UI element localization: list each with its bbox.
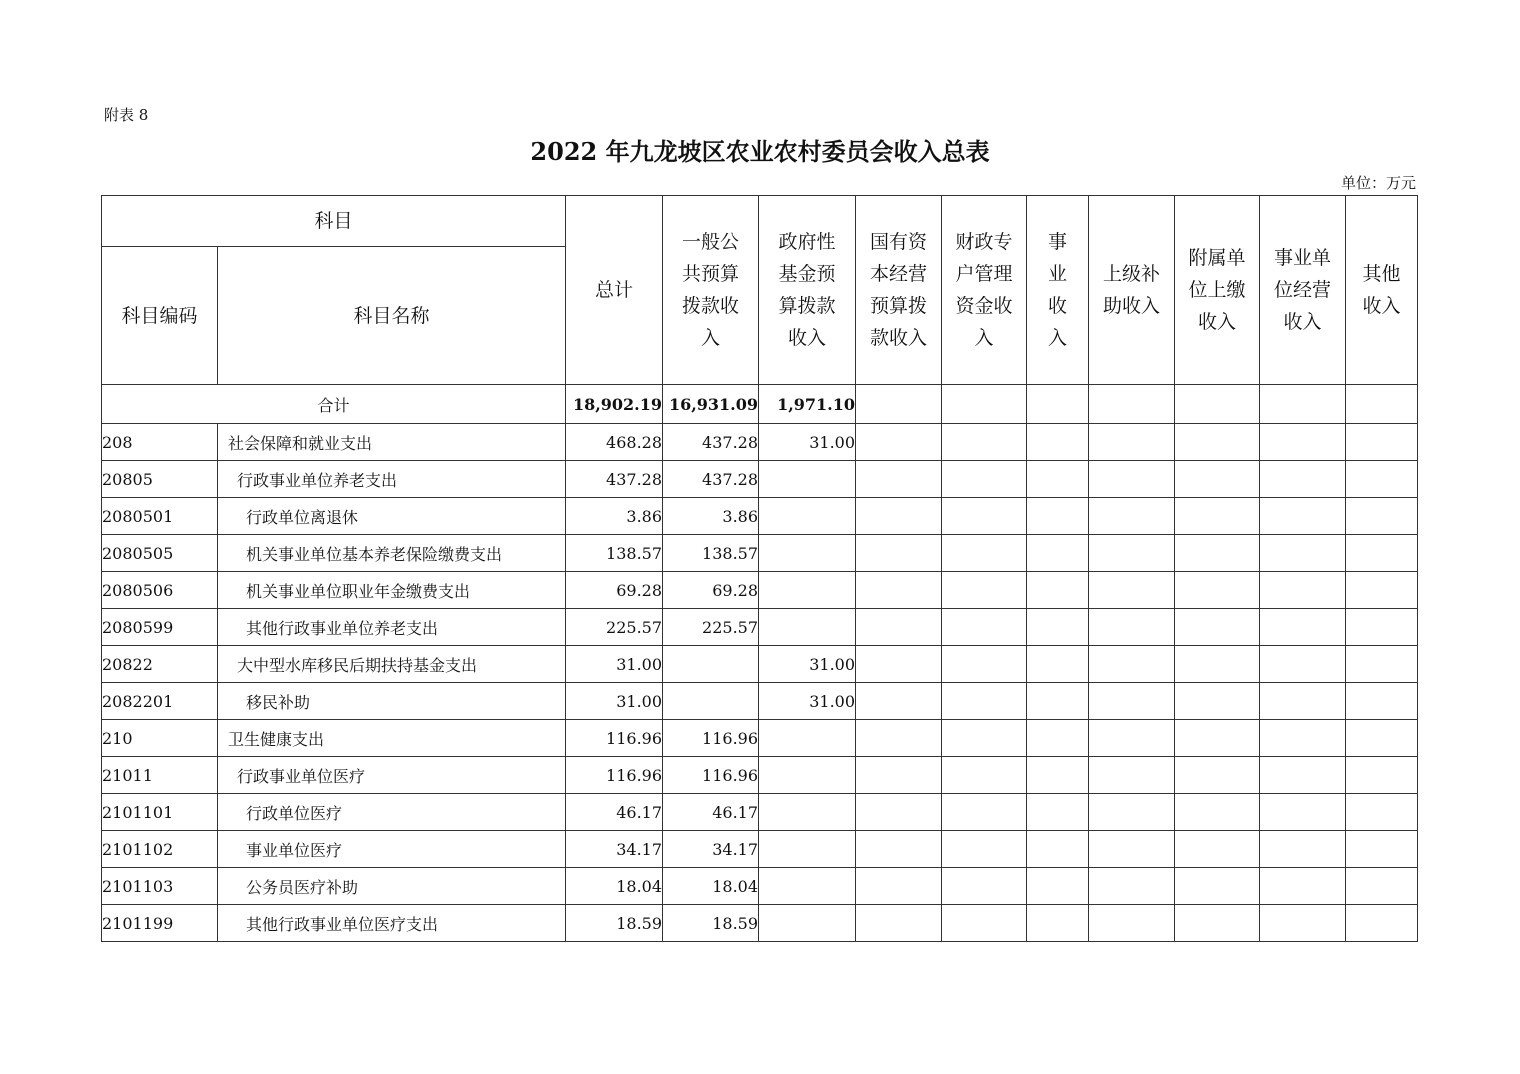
total-general: 16,931.09: [663, 385, 759, 424]
table-row: [102, 609, 1418, 646]
fund-budget-value: 31.00: [759, 424, 856, 461]
empty-cell: [942, 646, 1027, 683]
total-value: 46.17: [566, 794, 663, 831]
empty-cell: [1027, 646, 1089, 683]
empty-cell: [856, 905, 942, 942]
empty-cell: [1027, 424, 1089, 461]
empty-cell: [1175, 385, 1260, 424]
empty-cell: [1175, 424, 1260, 461]
subject-code: 208: [102, 424, 218, 461]
empty-cell: [1089, 461, 1175, 498]
table-row: [102, 905, 1418, 942]
fund-budget-value: [759, 498, 856, 535]
total-value: 31.00: [566, 683, 663, 720]
empty-cell: [1260, 385, 1346, 424]
table-row: [102, 424, 1418, 461]
empty-cell: [1175, 757, 1260, 794]
subject-code: 21011: [102, 757, 218, 794]
header-subject: 科目: [102, 196, 566, 247]
empty-cell: [1175, 572, 1260, 609]
empty-cell: [856, 609, 942, 646]
general-budget-value: 437.28: [663, 461, 759, 498]
empty-cell: [1175, 461, 1260, 498]
empty-cell: [856, 720, 942, 757]
general-budget-value: 3.86: [663, 498, 759, 535]
attachment-label: 附表 8: [104, 106, 149, 124]
empty-cell: [1260, 683, 1346, 720]
header-special-account: 财政专户管理资金收入: [942, 196, 1027, 385]
empty-cell: [1089, 868, 1175, 905]
empty-cell: [1089, 646, 1175, 683]
empty-cell: [1260, 831, 1346, 868]
empty-cell: [1260, 424, 1346, 461]
subject-code: 2101103: [102, 868, 218, 905]
empty-cell: [856, 794, 942, 831]
total-value: 31.00: [566, 646, 663, 683]
empty-cell: [942, 535, 1027, 572]
document-title: 2022 年九龙坡区农业农村委员会收入总表: [530, 137, 990, 166]
empty-cell: [1175, 905, 1260, 942]
empty-cell: [1260, 498, 1346, 535]
empty-cell: [1346, 461, 1418, 498]
empty-cell: [1027, 609, 1089, 646]
empty-cell: [856, 535, 942, 572]
fund-budget-value: [759, 609, 856, 646]
subject-code: 2101199: [102, 905, 218, 942]
empty-cell: [1089, 535, 1175, 572]
empty-cell: [1027, 498, 1089, 535]
header-business-income: 事业收入: [1027, 196, 1089, 385]
total-value: 116.96: [566, 757, 663, 794]
subject-code: 2080599: [102, 609, 218, 646]
empty-cell: [856, 831, 942, 868]
empty-cell: [1027, 905, 1089, 942]
subject-name: 事业单位医疗: [218, 831, 566, 868]
header-other-income: 其他收入: [1346, 196, 1418, 385]
empty-cell: [1027, 683, 1089, 720]
empty-cell: [942, 683, 1027, 720]
subject-name: 行政事业单位医疗: [218, 757, 566, 794]
general-budget-value: [663, 683, 759, 720]
table-row: [102, 757, 1418, 794]
empty-cell: [856, 572, 942, 609]
empty-cell: [856, 757, 942, 794]
table-row: [102, 868, 1418, 905]
total-row: [102, 385, 1418, 424]
general-budget-value: 46.17: [663, 794, 759, 831]
general-budget-value: 116.96: [663, 720, 759, 757]
fund-budget-value: [759, 794, 856, 831]
general-budget-value: 18.59: [663, 905, 759, 942]
subject-name: 其他行政事业单位医疗支出: [218, 905, 566, 942]
subject-name: 行政事业单位养老支出: [218, 461, 566, 498]
empty-cell: [1027, 794, 1089, 831]
table-row: [102, 794, 1418, 831]
empty-cell: [1089, 683, 1175, 720]
income-summary-table: [101, 195, 1418, 942]
general-budget-value: 116.96: [663, 757, 759, 794]
empty-cell: [1027, 535, 1089, 572]
subject-name: 社会保障和就业支出: [218, 424, 566, 461]
general-budget-value: [663, 646, 759, 683]
general-budget-value: 69.28: [663, 572, 759, 609]
empty-cell: [942, 609, 1027, 646]
subject-code: 20822: [102, 646, 218, 683]
header-subject-code: 科目编码: [102, 247, 218, 385]
empty-cell: [1346, 757, 1418, 794]
empty-cell: [856, 646, 942, 683]
empty-cell: [1260, 646, 1346, 683]
empty-cell: [942, 498, 1027, 535]
fund-budget-value: [759, 868, 856, 905]
empty-cell: [1175, 498, 1260, 535]
subject-name: 其他行政事业单位养老支出: [218, 609, 566, 646]
table-row: [102, 498, 1418, 535]
empty-cell: [942, 831, 1027, 868]
header-affiliated-income: 附属单位上缴收入: [1175, 196, 1260, 385]
empty-cell: [1175, 720, 1260, 757]
table-row: [102, 683, 1418, 720]
empty-cell: [942, 424, 1027, 461]
empty-cell: [856, 385, 942, 424]
subject-code: 2082201: [102, 683, 218, 720]
total-value: 138.57: [566, 535, 663, 572]
general-budget-value: 34.17: [663, 831, 759, 868]
total-value: 468.28: [566, 424, 663, 461]
empty-cell: [1027, 720, 1089, 757]
empty-cell: [1175, 609, 1260, 646]
empty-cell: [1089, 757, 1175, 794]
empty-cell: [1089, 831, 1175, 868]
empty-cell: [856, 498, 942, 535]
empty-cell: [1260, 720, 1346, 757]
empty-cell: [1346, 535, 1418, 572]
total-value: 225.57: [566, 609, 663, 646]
empty-cell: [1260, 572, 1346, 609]
empty-cell: [1089, 905, 1175, 942]
empty-cell: [942, 572, 1027, 609]
header-subject-name: 科目名称: [218, 247, 566, 385]
fund-budget-value: [759, 905, 856, 942]
empty-cell: [1346, 498, 1418, 535]
subject-name: 行政单位离退休: [218, 498, 566, 535]
empty-cell: [1089, 424, 1175, 461]
total-value: 116.96: [566, 720, 663, 757]
general-budget-value: 225.57: [663, 609, 759, 646]
empty-cell: [1027, 461, 1089, 498]
subject-name: 机关事业单位基本养老保险缴费支出: [218, 535, 566, 572]
empty-cell: [1346, 385, 1418, 424]
empty-cell: [1346, 683, 1418, 720]
subject-name: 大中型水库移民后期扶持基金支出: [218, 646, 566, 683]
total-total: 18,902.19: [566, 385, 663, 424]
empty-cell: [856, 424, 942, 461]
subject-code: 2080505: [102, 535, 218, 572]
subject-code: 2080506: [102, 572, 218, 609]
empty-cell: [1027, 572, 1089, 609]
fund-budget-value: [759, 461, 856, 498]
empty-cell: [1346, 572, 1418, 609]
fund-budget-value: 31.00: [759, 683, 856, 720]
total-value: 69.28: [566, 572, 663, 609]
empty-cell: [942, 794, 1027, 831]
empty-cell: [1175, 646, 1260, 683]
empty-cell: [1089, 794, 1175, 831]
empty-cell: [1260, 535, 1346, 572]
empty-cell: [856, 461, 942, 498]
empty-cell: [1175, 794, 1260, 831]
header-operating-income: 事业单位经营收入: [1260, 196, 1346, 385]
total-value: 18.59: [566, 905, 663, 942]
fund-budget-value: 31.00: [759, 646, 856, 683]
general-budget-value: 138.57: [663, 535, 759, 572]
total-value: 3.86: [566, 498, 663, 535]
empty-cell: [1346, 794, 1418, 831]
empty-cell: [1027, 868, 1089, 905]
empty-cell: [1089, 720, 1175, 757]
total-value: 18.04: [566, 868, 663, 905]
empty-cell: [1175, 535, 1260, 572]
empty-cell: [1260, 609, 1346, 646]
table-row: [102, 461, 1418, 498]
fund-budget-value: [759, 572, 856, 609]
empty-cell: [1175, 868, 1260, 905]
empty-cell: [1346, 646, 1418, 683]
header-total: 总计: [566, 196, 663, 385]
subject-code: 2080501: [102, 498, 218, 535]
table-row: [102, 535, 1418, 572]
total-label: 合计: [102, 385, 566, 424]
subject-code: 2101102: [102, 831, 218, 868]
empty-cell: [1027, 757, 1089, 794]
empty-cell: [1089, 572, 1175, 609]
empty-cell: [1027, 831, 1089, 868]
header-fund-budget: 政府性基金预算拨款收入: [759, 196, 856, 385]
empty-cell: [1089, 385, 1175, 424]
subject-code: 20805: [102, 461, 218, 498]
unit-label: 单位：万元: [1340, 174, 1416, 192]
subject-name: 公务员医疗补助: [218, 868, 566, 905]
fund-budget-value: [759, 831, 856, 868]
empty-cell: [1175, 831, 1260, 868]
subject-code: 2101101: [102, 794, 218, 831]
empty-cell: [1346, 424, 1418, 461]
table-row: [102, 572, 1418, 609]
empty-cell: [1346, 720, 1418, 757]
subject-name: 移民补助: [218, 683, 566, 720]
table-row: [102, 831, 1418, 868]
table-row: [102, 646, 1418, 683]
empty-cell: [1346, 868, 1418, 905]
total-fund: 1,971.10: [759, 385, 856, 424]
empty-cell: [942, 720, 1027, 757]
empty-cell: [856, 868, 942, 905]
fund-budget-value: [759, 535, 856, 572]
fund-budget-value: [759, 757, 856, 794]
fund-budget-value: [759, 720, 856, 757]
header-state-capital: 国有资本经营预算拨款收入: [856, 196, 942, 385]
empty-cell: [942, 905, 1027, 942]
empty-cell: [1346, 905, 1418, 942]
empty-cell: [1260, 905, 1346, 942]
empty-cell: [1346, 609, 1418, 646]
empty-cell: [1175, 683, 1260, 720]
empty-cell: [1089, 609, 1175, 646]
subject-name: 卫生健康支出: [218, 720, 566, 757]
general-budget-value: 18.04: [663, 868, 759, 905]
general-budget-value: 437.28: [663, 424, 759, 461]
empty-cell: [1260, 461, 1346, 498]
table-row: [102, 720, 1418, 757]
empty-cell: [1260, 868, 1346, 905]
total-value: 437.28: [566, 461, 663, 498]
empty-cell: [1346, 831, 1418, 868]
subject-name: 机关事业单位职业年金缴费支出: [218, 572, 566, 609]
total-value: 34.17: [566, 831, 663, 868]
empty-cell: [942, 385, 1027, 424]
empty-cell: [1260, 794, 1346, 831]
empty-cell: [856, 683, 942, 720]
subject-code: 210: [102, 720, 218, 757]
empty-cell: [942, 461, 1027, 498]
empty-cell: [1027, 385, 1089, 424]
header-superior-subsidy: 上级补助收入: [1089, 196, 1175, 385]
subject-name: 行政单位医疗: [218, 794, 566, 831]
empty-cell: [942, 868, 1027, 905]
header-general-budget: 一般公共预算拨款收入: [663, 196, 759, 385]
empty-cell: [942, 757, 1027, 794]
empty-cell: [1089, 498, 1175, 535]
empty-cell: [1260, 757, 1346, 794]
